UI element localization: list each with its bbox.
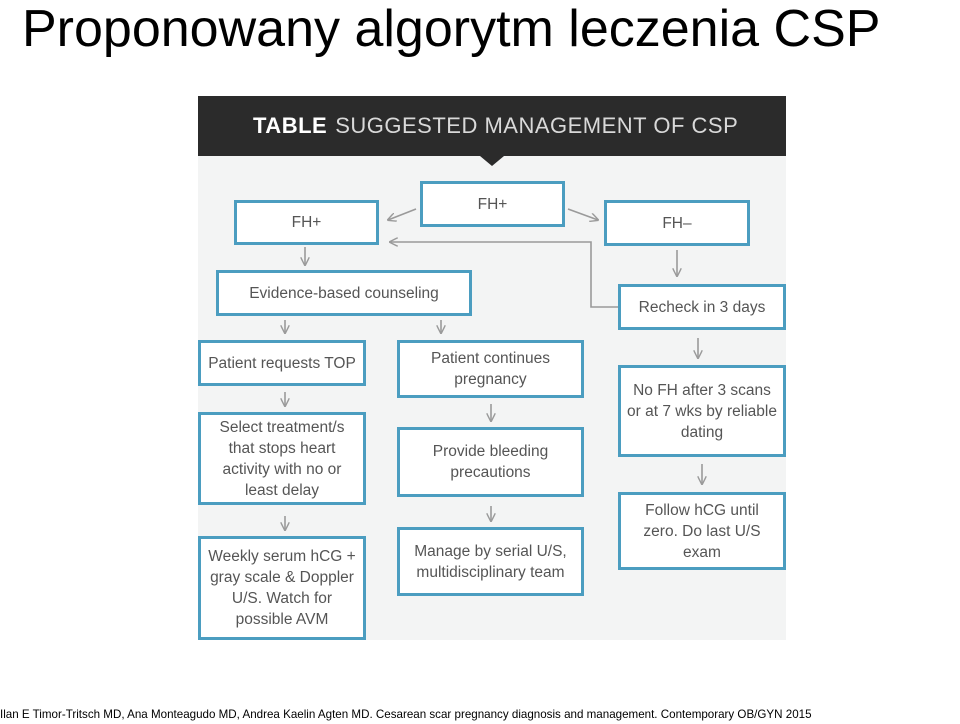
node-fh-negative: FH– (604, 200, 750, 246)
node-manage-serial-us: Manage by serial U/S, multidisciplinary team (397, 527, 584, 596)
arrow-fh-top-to-fh-neg (568, 209, 598, 220)
figure-title: SUGGESTED MANAGEMENT OF CSP (335, 113, 739, 138)
node-recheck-3-days: Recheck in 3 days (618, 284, 786, 330)
node-evidence-based-counseling: Evidence-based counseling (216, 270, 472, 316)
node-patient-requests-top: Patient requests TOP (198, 340, 366, 386)
node-weekly-serum-hcg: Weekly serum hCG + gray scale & Doppler U/S. Watch for possible AVM (198, 536, 366, 640)
node-select-treatment: Select treatment/s that stops heart activity with no or least delay (198, 412, 366, 505)
node-follow-hcg: Follow hCG until zero. Do last U/S exam (618, 492, 786, 570)
node-provide-bleeding-precautions: Provide bleeding precautions (397, 427, 584, 497)
node-no-fh-after-3-scans: No FH after 3 scans or at 7 wks by reliable dating (618, 365, 786, 457)
node-fh-positive-top: FH+ (420, 181, 565, 227)
arrow-fh-top-to-fh-left (388, 209, 416, 220)
node-fh-positive-left: FH+ (234, 200, 379, 245)
figure-label: TABLE (253, 113, 328, 138)
slide-title: Proponowany algorytm leczenia CSP (22, 0, 881, 58)
node-patient-continues-pregnancy: Patient continues pregnancy (397, 340, 584, 398)
source-citation: Ilan E Timor-Tritsch MD, Ana Monteagudo MD, Andrea Kaelin Agten MD. Cesarean scar pregnancy diagnosis and management. Contemporary OB/GYN 2015 (0, 708, 812, 721)
management-flowchart (198, 96, 786, 640)
